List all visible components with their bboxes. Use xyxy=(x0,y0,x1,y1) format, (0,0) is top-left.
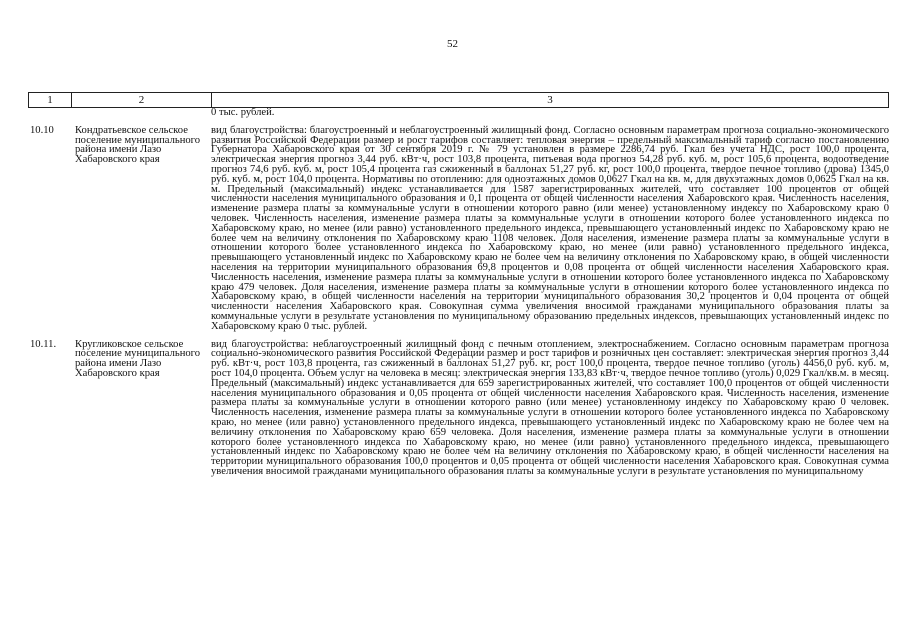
row-number: 10.10 xyxy=(30,124,54,136)
table-row xyxy=(28,340,889,477)
column-header-3: 3 xyxy=(211,93,889,107)
table-body xyxy=(28,108,889,477)
table-header xyxy=(28,92,889,108)
column-header-2: 2 xyxy=(71,93,211,107)
row-description: вид благоустройства: благоустроенный и неблагоустроенный жилищный фонд. Согласно основным параметрам прогноза социально-экономического развития Российской Федерации размер и рост тарифов составляет: тепловая энергия – предельный максимальный тариф согласно постановлению Губернатора Хабаровского края от 30 сентября 2019 г. № 79 установлен в размере 2286,74 руб. Гкал без учета НДС, рост 100,0 процента, электрическая энергия прогноз 3,44 руб. кВт·ч, рост 103,8 процента, питьевая вода прогноз 54,28 руб. куб. м, рост 105,6 процента, водоотведение прогноз 74,6 руб. куб. м, рост 105,4 процента газ сжиженный в баллонах 51,27 руб. кг, рост 100,0 процента, твердое печное топливо (дрова) 1345,0 руб. куб. м, рост 104,0 процента. Нормативы по отоплению: для одноэтажных домов 0,0627 Гкал на кв. м, для двухэтажных домов 0,0625 Гкал на кв. м. Предельный (максимальный) индекс устанавливается для 1587 зарегистрированных жителей, что составляет 100 процентов от общей численности населения муниципального образования и 0,1 процента от общей численности населения Хабаровского края. Численность населения, изменение размера платы за коммунальные услуги в отношении которого равно (или менее) установленному индексу по Хабаровскому краю 0 человек. Численность населения, изменение размера платы за коммунальные услуги в отношении которого более установленного индекса по Хабаровскому краю, но менее (или равно) установленного предельного индекса, превышающего установленный индекс по Хабаровскому краю не более чем на величину отклонения по Хабаровскому краю 1108 человек. Доля населения, изменение размера платы за коммунальные услуги в отношении которого более установленного индекса по Хабаровскому краю, но менее (или равно) установленного предельного индекса, превышающего установленный индекс по Хабаровскому краю не более чем на величину отклонения по Хабаровскому краю, в общей численности населения на территории муниципального образования 69,8 процентов и 0,08 процента от общей численности населения Хабаровского края. Численность населения, изменение размера платы за коммунальные услуги в отношении которого более установленного индекса по Хабаровскому краю 479 человек. Доля населения, изменение размера платы за коммунальные услуги в отношении которого более установленного индекса по Хабаровскому краю, в общей численности населения на территории муниципального образования 30,2 процентов и 0,04 процента от общей численности населения Хабаровского края. Совокупная сумма увеличения вносимой гражданами муниципального образования платы за коммунальные услуги в результате установления по муниципальному образованию предельных индексов, превышающих установленный индекс по Хабаровскому краю 0 тыс. рублей. xyxy=(211,124,889,332)
page-number: 52 xyxy=(447,38,458,50)
municipality-name: Кондратьевское сельское поселение муниципального района имени Лазо Хабаровского края xyxy=(75,124,201,166)
carry-over-text: 0 тыс. рублей. xyxy=(211,107,275,118)
row-number: 10.11. xyxy=(30,338,57,350)
table-row xyxy=(28,126,889,332)
column-header-1: 1 xyxy=(28,93,71,107)
row-description: вид благоустройства: неблагоустроенный жилищный фонд с печным отоплением, электроснабжением. Согласно основным параметрам прогноза социально-экономического развития Российской Федерации размер и рост тарифов и розничных цен составляет: электрическая энергия прогноз 3,44 руб. кВт·ч, рост 103,8 процента, газ сжиженный в баллонах 51,27 руб. кг, рост 100,0 процента, твердое печное топливо (уголь) 4456,0 руб. куб. м, рост 104,0 процента. Объем услуг на человека в месяц: электрическая энергия 133,83 кВт·ч, твердое печное топливо (уголь) 0,029 Гкал/кв.м. в месяц. Предельный (максимальный) индекс устанавливается для 659 зарегистрированных жителей, что составляет 100,0 процентов от общей численности населения муниципального образования и 0,05 процента от общей численности населения Хабаровского края. Численность населения, изменение размера платы за коммунальные услуги в отношении которого равно (или менее) установленному индексу по Хабаровскому краю 0 человек. Численность населения, изменение размера платы за коммунальные услуги в отношении которого более установленного индекса по Хабаровскому краю, но менее (или равно) установленного предельного индекса, превышающего установленный индекс по Хабаровскому краю не более чем на величину отклонения по Хабаровскому краю 659 человека. Доля населения, изменение размера платы за коммунальные услуги в отношении которого более установленного индекса по Хабаровскому краю, но менее (или равно) установленного предельного индекса, превышающего установленный индекс по Хабаровскому краю не более чем на величину отклонения по Хабаровскому краю, в общей численности населения на территории муниципального образования 100,0 процентов и 0,05 процента от общей численности населения Хабаровского края. Совокупная сумма увеличения вносимой гражданами муниципального образования платы за коммунальные услуги в результате установления по муниципальному xyxy=(211,338,889,477)
municipality-name: Кругликовское сельское поселение муниципального района имени Лазо Хабаровского края xyxy=(75,338,201,379)
